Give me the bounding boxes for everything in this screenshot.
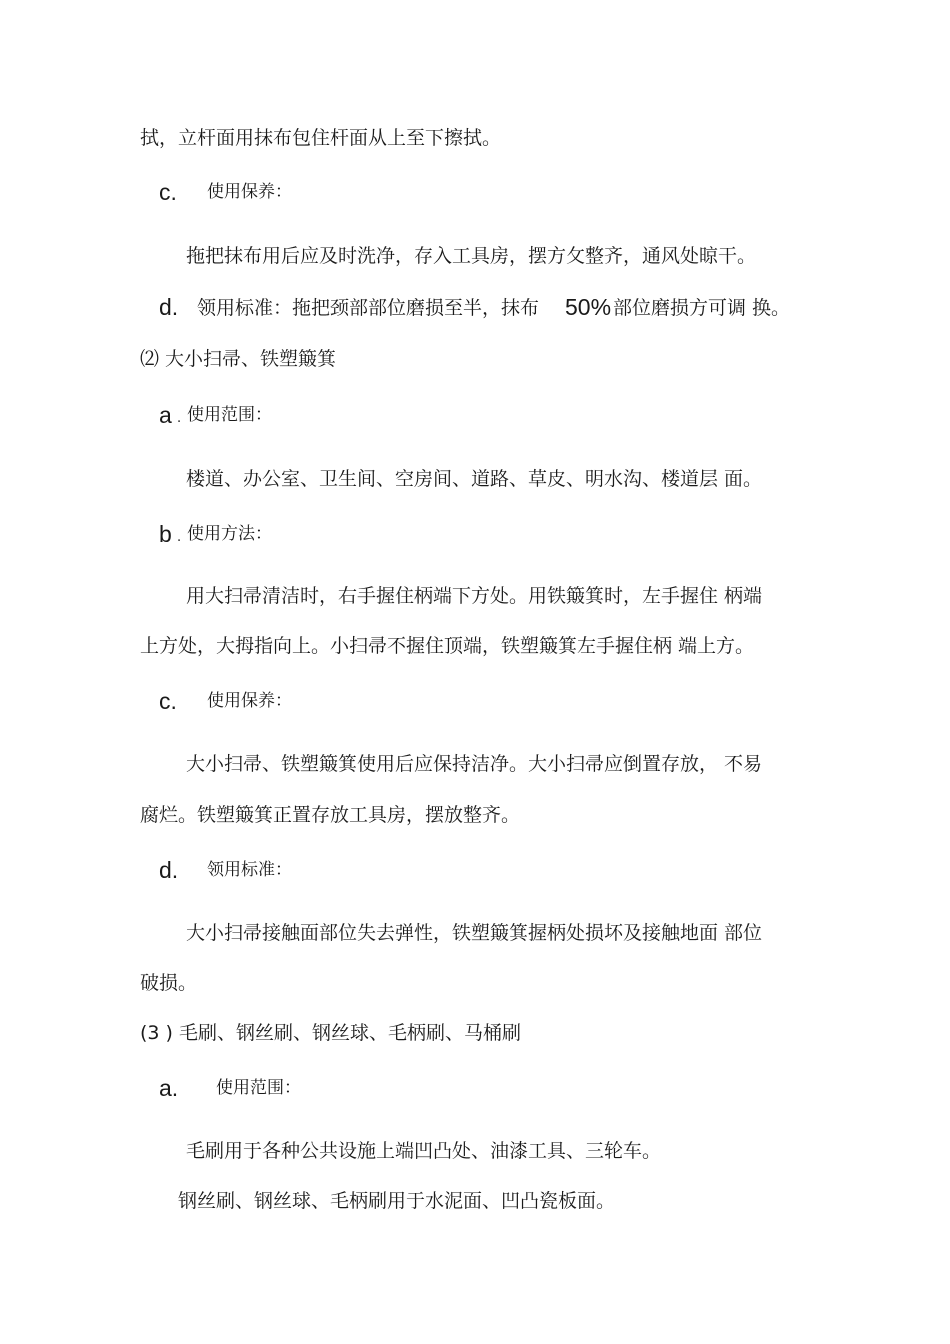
text-line: 毛刷用于各种公共设施上端凹凸处、油漆工具、三轮车。 (186, 1140, 662, 1162)
item-heading: 使用范围： (216, 1078, 301, 1098)
text-line: 拭，立杆面用抹布包住杆面从上至下擦拭。 (140, 127, 502, 149)
item-heading: 使用保养： (207, 182, 292, 202)
item-marker-c: c. (159, 179, 177, 205)
text-line: 楼道、办公室、卫生间、空房间、道路、草皮、明水沟、楼道层 面。 (186, 468, 763, 490)
marker-dot: . (177, 530, 182, 545)
text-line: 大小扫帚、铁塑簸箕使用后应保持洁净。大小扫帚应倒置存放， 不易 (186, 753, 763, 775)
percent-value: 50% (565, 294, 612, 320)
item-marker-c: c. (159, 688, 177, 714)
item-marker-a: a. (159, 1075, 179, 1101)
item-marker-a: a (159, 402, 172, 428)
text-line: 腐烂。铁塑簸箕正置存放工具房，摆放整齐。 (140, 804, 521, 826)
marker-dot: . (177, 411, 182, 426)
text-line: 上方处，大拇指向上。小扫帚不握住顶端，铁塑簸箕左手握住柄 端上方。 (140, 635, 755, 657)
item-heading: 使用保养： (207, 691, 292, 711)
item-heading: 使用方法： (187, 524, 272, 544)
text-line: 钢丝刷、钢丝球、毛柄刷用于水泥面、凹凸瓷板面。 (178, 1190, 616, 1212)
section-heading: (3 ) 毛刷、钢丝刷、钢丝球、毛柄刷、马桶刷 (140, 1022, 521, 1044)
item-heading: 使用范围： (187, 405, 272, 425)
item-marker-b: b (159, 521, 172, 547)
text-line: 用大扫帚清洁时，右手握住柄端下方处。用铁簸箕时，左手握住 柄端 (186, 585, 763, 607)
item-heading: 领用标准： (207, 860, 292, 880)
item-marker-d: d. (159, 857, 179, 883)
text-line: 部位磨损方可调 换。 (613, 297, 791, 319)
text-line: 拖把抹布用后应及时洗净，存入工具房，摆方攵整齐，通风处晾干。 (186, 245, 757, 267)
item-marker-d: d. (159, 294, 179, 320)
text-line: 破损。 (140, 972, 198, 994)
text-line: 大小扫帚接触面部位失去弹性，铁塑簸箕握柄处损坏及接触地面 部位 (186, 922, 763, 944)
item-heading: 领用标准：拖把颈部部位磨损至半，抹布 (197, 297, 540, 319)
section-heading: ⑵ 大小扫帚、铁塑簸箕 (140, 348, 337, 370)
